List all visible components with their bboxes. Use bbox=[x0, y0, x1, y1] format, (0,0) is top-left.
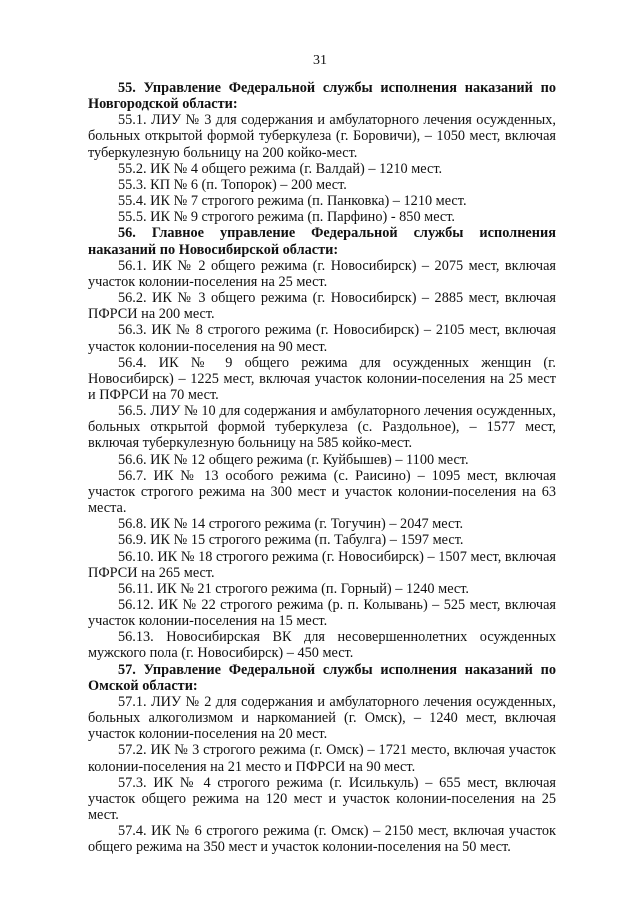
list-item: 56.1. ИК № 2 общего режима (г. Новосибирск) – 2075 мест, включая участок колонии-поселения на 25 мест. bbox=[88, 257, 556, 290]
list-item: 56.2. ИК № 3 общего режима (г. Новосибирск) – 2885 мест, включая ПФРСИ на 200 мест. bbox=[88, 290, 556, 323]
document-body bbox=[88, 80, 556, 856]
list-item: 55.5. ИК № 9 строгого режима (п. Парфино) - 850 мест. bbox=[118, 209, 456, 226]
section-heading: 56. Главное управление Федеральной службы исполнения наказаний по Новосибирской области: bbox=[88, 225, 556, 258]
list-item: 55.2. ИК № 4 общего режима (г. Валдай) – 1210 мест. bbox=[118, 160, 443, 177]
section-heading: 57. Управление Федеральной службы исполнения наказаний по Омской области: bbox=[88, 661, 556, 694]
list-item: 56.12. ИК № 22 строгого режима (р. п. Колывань) – 525 мест, включая участок колонии-поселения на 15 мест. bbox=[88, 597, 556, 630]
list-item: 57.1. ЛИУ № 2 для содержания и амбулаторного лечения осужденных, больных алкоголизмом и наркоманией (г. Омск), – 1240 мест, включая участок колонии-поселения на 20 мест. bbox=[88, 693, 556, 743]
page-number: 31 bbox=[313, 53, 327, 68]
list-item: 56.11. ИК № 21 строгого режима (п. Горный) – 1240 мест. bbox=[118, 580, 469, 597]
list-item: 55.1. ЛИУ № 3 для содержания и амбулаторного лечения осужденных, больных открытой формой туберкулеза (г. Боровичи), – 1050 мест, включая туберкулезную больницу на 200 койко-мест. bbox=[88, 112, 556, 161]
list-item: 56.3. ИК № 8 строгого режима (г. Новосибирск) – 2105 мест, включая участок колонии-поселения на 90 мест. bbox=[88, 322, 556, 355]
list-item: 56.6. ИК № 12 общего режима (г. Куйбышев) – 1100 мест. bbox=[118, 451, 469, 468]
list-item: 57.4. ИК № 6 строгого режима (г. Омск) – 2150 мест, включая участок общего режима на 350 мест и участок колонии-поселения на 50 мест. bbox=[88, 823, 556, 856]
list-item: 55.3. КП № 6 (п. Топорок) – 200 мест. bbox=[118, 176, 347, 193]
list-item: 56.5. ЛИУ № 10 для содержания и амбулаторного лечения осужденных, больных открытой формой туберкулеза (с. Раздольное), – 1577 мест, включая туберкулезную больницу на 585 койко-мест. bbox=[88, 403, 556, 452]
list-item: 55.4. ИК № 7 строгого режима (п. Панковка) – 1210 мест. bbox=[118, 193, 467, 210]
section-heading: 55. Управление Федеральной службы исполнения наказаний по Новгородской области: bbox=[88, 80, 556, 113]
list-item: 57.3. ИК № 4 строгого режима (г. Исилькуль) – 655 мест, включая участок общего режима на 120 мест и участок колонии-поселения на 25 мест. bbox=[88, 774, 556, 824]
list-item: 56.10. ИК № 18 строгого режима (г. Новосибирск) – 1507 мест, включая ПФРСИ на 265 мест. bbox=[88, 548, 556, 581]
list-item: 56.8. ИК № 14 строгого режима (г. Тогучин) – 2047 мест. bbox=[118, 516, 464, 533]
list-item: 56.13. Новосибирская ВК для несовершеннолетних осужденных мужского пола (г. Новосибирск) – 450 мест. bbox=[88, 629, 556, 662]
list-item: 56.7. ИК № 13 особого режима (с. Раисино) – 1095 мест, включая участок строгого режима на 300 мест и участок колонии-поселения на 63 места. bbox=[88, 467, 556, 517]
list-item: 56.4. ИК № 9 общего режима для осужденных женщин (г. Новосибирск) – 1225 мест, включая участок колонии-поселения на 25 мест и ПФРСИ на 70 мест. bbox=[88, 354, 556, 403]
list-item: 57.2. ИК № 3 строгого режима (г. Омск) – 1721 место, включая участок колонии-поселения на 21 место и ПФРСИ на 90 мест. bbox=[88, 742, 556, 775]
list-item: 56.9. ИК № 15 строгого режима (п. Табулга) – 1597 мест. bbox=[118, 532, 464, 549]
